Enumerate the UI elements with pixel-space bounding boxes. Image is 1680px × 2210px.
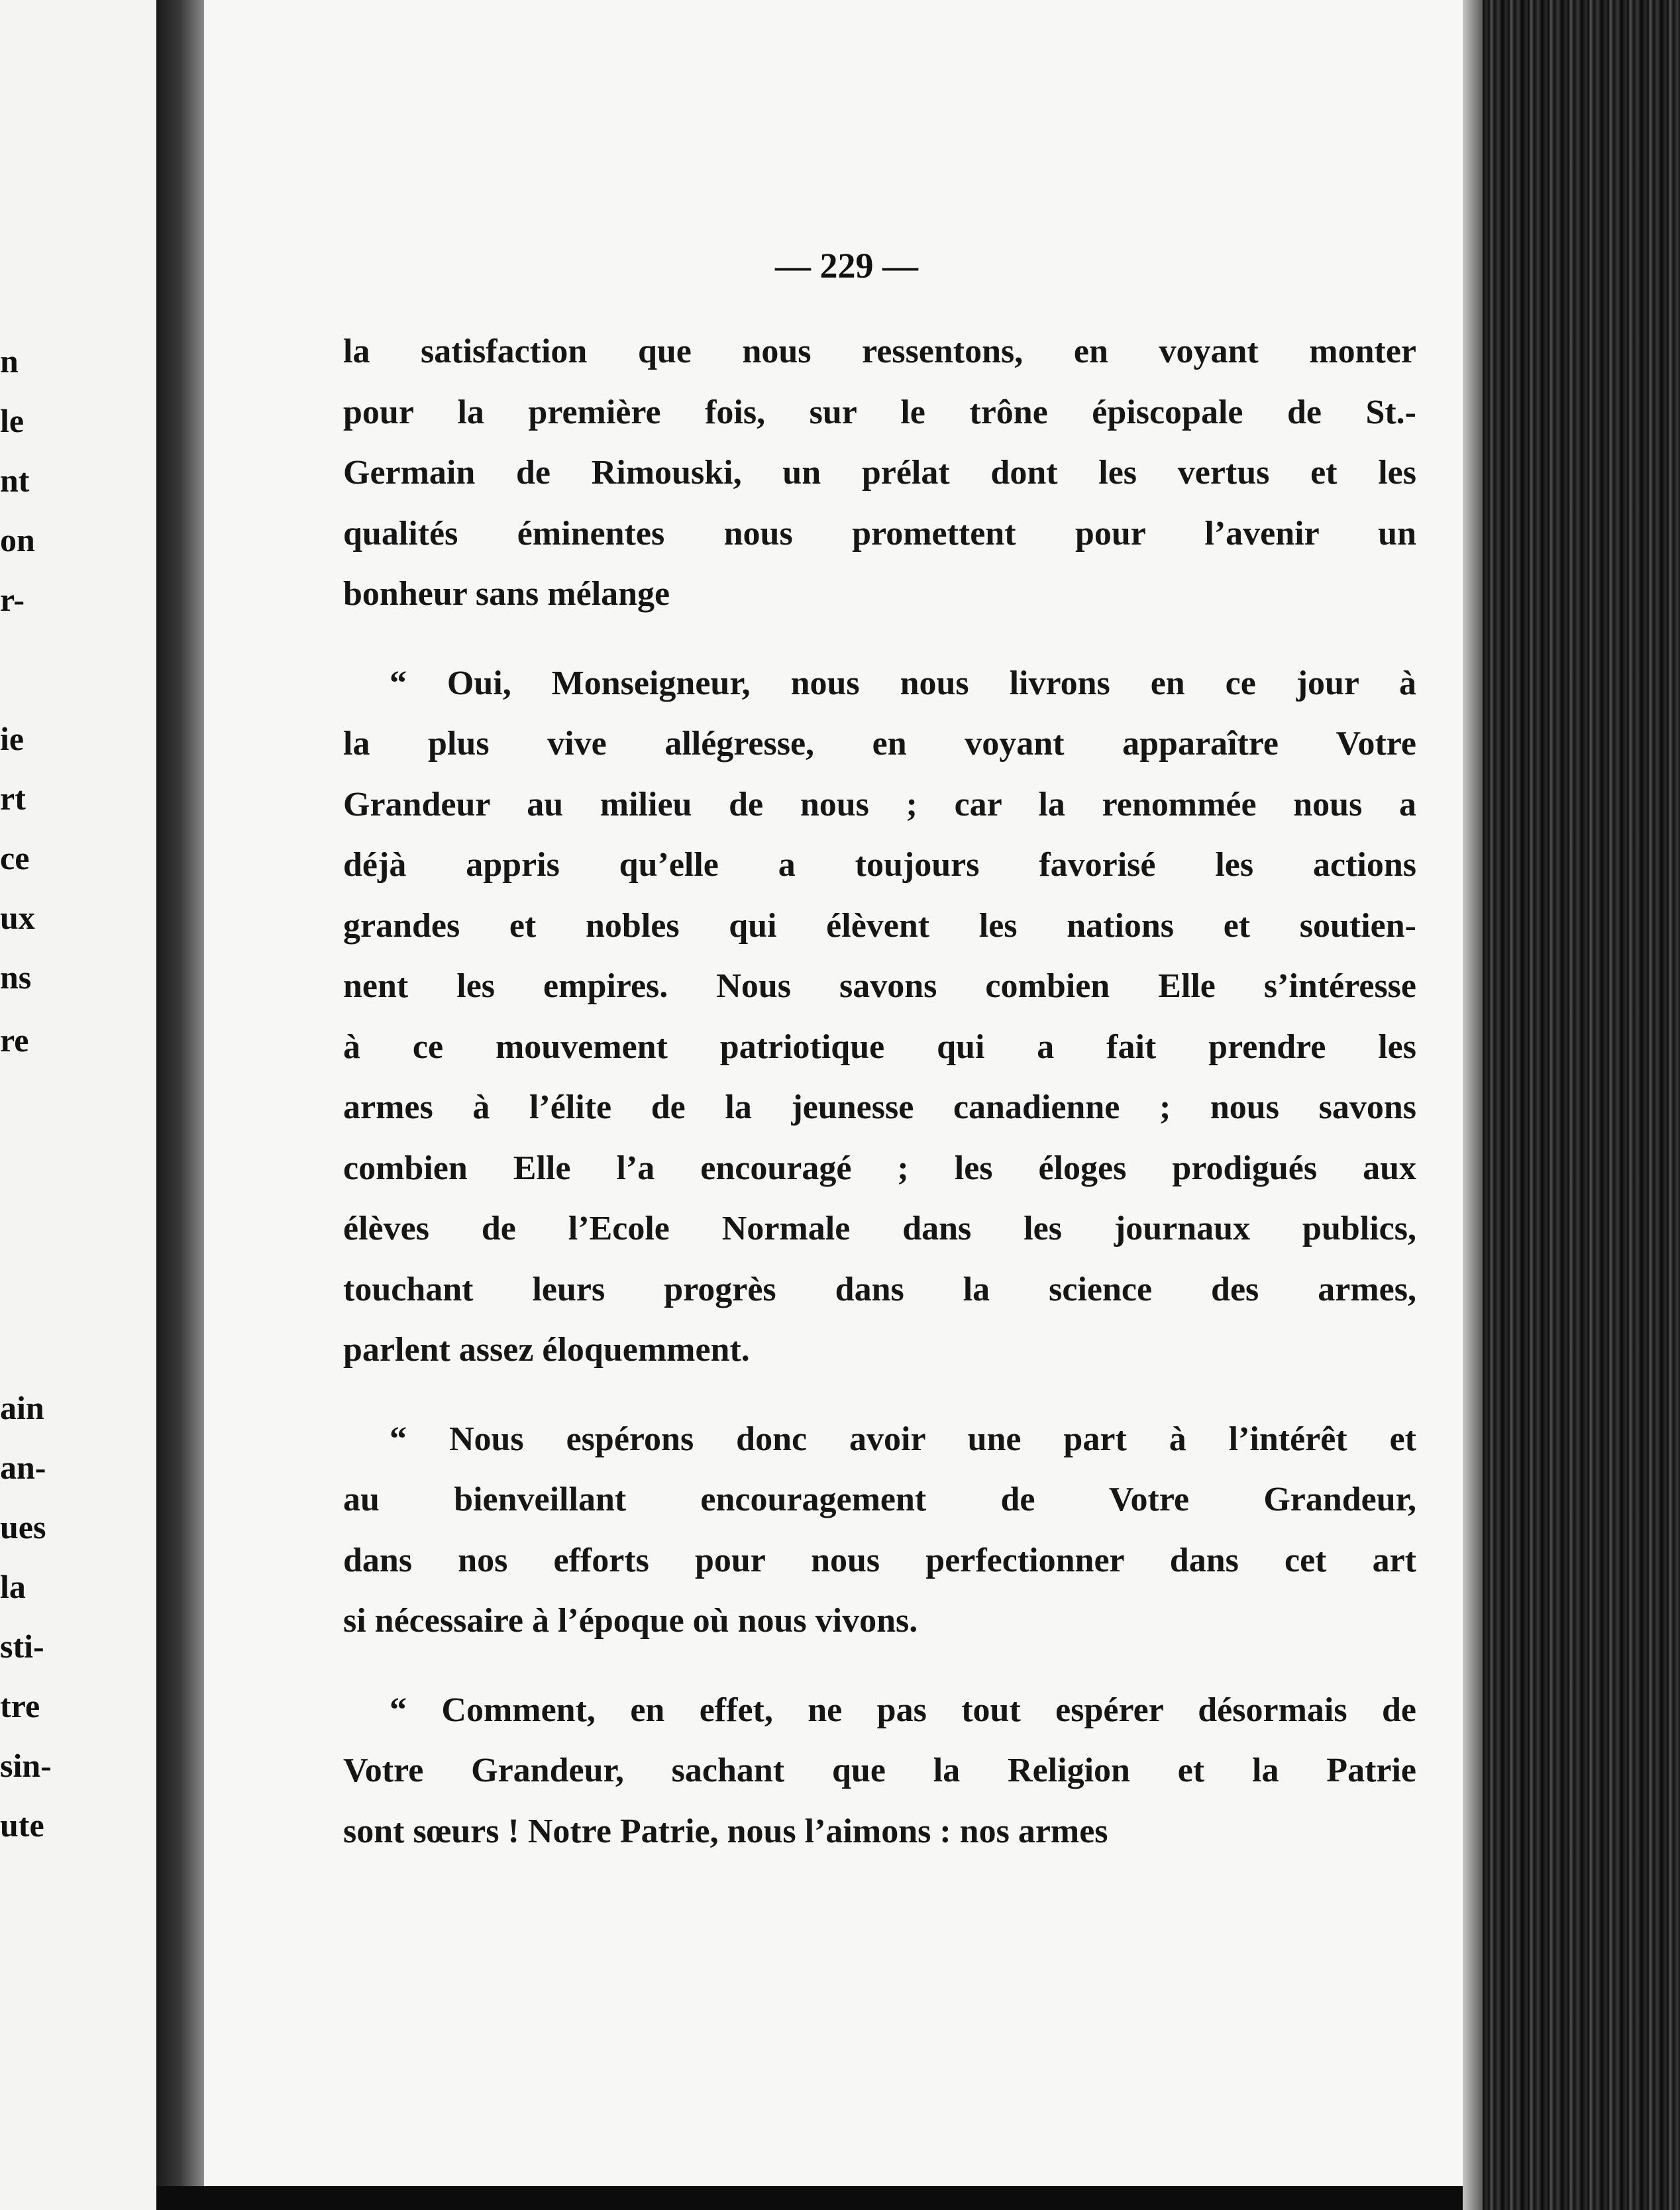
text-line: “ Nous espérons donc avoir une part à l’intérêt et	[390, 1420, 1416, 1458]
left-page-fragment: re	[0, 1022, 29, 1059]
left-page-fragment: ues	[0, 1508, 46, 1546]
page-edge-highlight	[1463, 0, 1483, 2210]
text-line: déjà appris qu’elle a toujours favorisé les actions	[343, 846, 1416, 884]
paragraph	[343, 1680, 1416, 1862]
left-page-fragment: le	[0, 402, 25, 439]
left-page-fragment: n	[0, 342, 19, 380]
left-page-fragment: ie	[0, 720, 25, 757]
text-line: pour la première fois, sur le trône épiscopale de St.-	[343, 393, 1416, 431]
left-page-fragment: on	[0, 521, 35, 558]
text-line: nent les empires. Nous savons combien Elle s’intéresse	[343, 967, 1416, 1005]
text-line: bonheur sans mélange	[343, 575, 670, 613]
page-edge-stack	[1463, 0, 1680, 2210]
text-line: armes à l’élite de la jeunesse canadienne ; nous savons	[343, 1088, 1416, 1126]
left-page-fragment: r-	[0, 581, 25, 618]
paragraph	[343, 1409, 1416, 1652]
text-line: “ Oui, Monseigneur, nous nous livrons en ce jour à	[390, 664, 1416, 702]
scan-border	[156, 2186, 1463, 2210]
book-gutter	[156, 0, 204, 2210]
left-page-fragment: ns	[0, 959, 32, 996]
paragraph	[343, 321, 1416, 625]
text-line: combien Elle l’a encouragé ; les éloges prodigués aux	[343, 1149, 1416, 1187]
text-line: touchant leurs progrès dans la science des armes,	[343, 1270, 1416, 1308]
text-line: Germain de Rimouski, un prélat dont les vertus et les	[343, 454, 1416, 492]
left-facing-page	[0, 0, 156, 2210]
page-body	[343, 321, 1416, 1890]
text-line: grandes et nobles qui élèvent les nations et soutien-	[343, 906, 1416, 945]
text-line: au bienveillant encouragement de Votre Grandeur,	[343, 1481, 1416, 1518]
text-line: parlent assez éloquemment.	[343, 1331, 750, 1369]
text-line: Votre Grandeur, sachant que la Religion et la Patrie	[343, 1752, 1416, 1789]
book-page	[204, 0, 1463, 2186]
text-line: la plus vive allégresse, en voyant apparaître Votre	[343, 725, 1416, 763]
left-page-fragment: ux	[0, 899, 35, 936]
text-line: à ce mouvement patriotique qui a fait prendre les	[343, 1027, 1416, 1066]
left-page-fragment: rt	[0, 780, 26, 817]
text-line: la satisfaction que nous ressentons, en voyant monter	[343, 333, 1416, 370]
text-line: Grandeur au milieu de nous ; car la renommée nous a	[343, 785, 1416, 823]
text-line: “ Comment, en effet, ne pas tout espérer désormais de	[390, 1691, 1416, 1729]
text-line: élèves de l’Ecole Normale dans les journaux publics,	[343, 1210, 1416, 1247]
left-page-fragment: ce	[0, 839, 30, 876]
left-page-fragment: sti-	[0, 1628, 44, 1665]
left-page-fragment: ain	[0, 1389, 44, 1426]
page-number: — 229 —	[775, 246, 918, 286]
left-page-fragment: an-	[0, 1449, 46, 1486]
left-page-fragment: tre	[0, 1687, 40, 1724]
left-page-fragment: nt	[0, 462, 30, 499]
text-line: dans nos efforts pour nous perfectionner dans cet art	[343, 1541, 1416, 1579]
text-line: si nécessaire à l’époque où nous vivons.	[343, 1602, 918, 1640]
text-line: sont sœurs ! Notre Patrie, nous l’aimons : nos armes	[343, 1812, 1108, 1850]
left-page-fragment: la	[0, 1568, 26, 1605]
left-page-fragment: sin-	[0, 1747, 52, 1784]
left-page-fragment: ute	[0, 1807, 44, 1844]
paragraph	[343, 653, 1416, 1381]
text-line: qualités éminentes nous promettent pour l’avenir un	[343, 514, 1416, 552]
